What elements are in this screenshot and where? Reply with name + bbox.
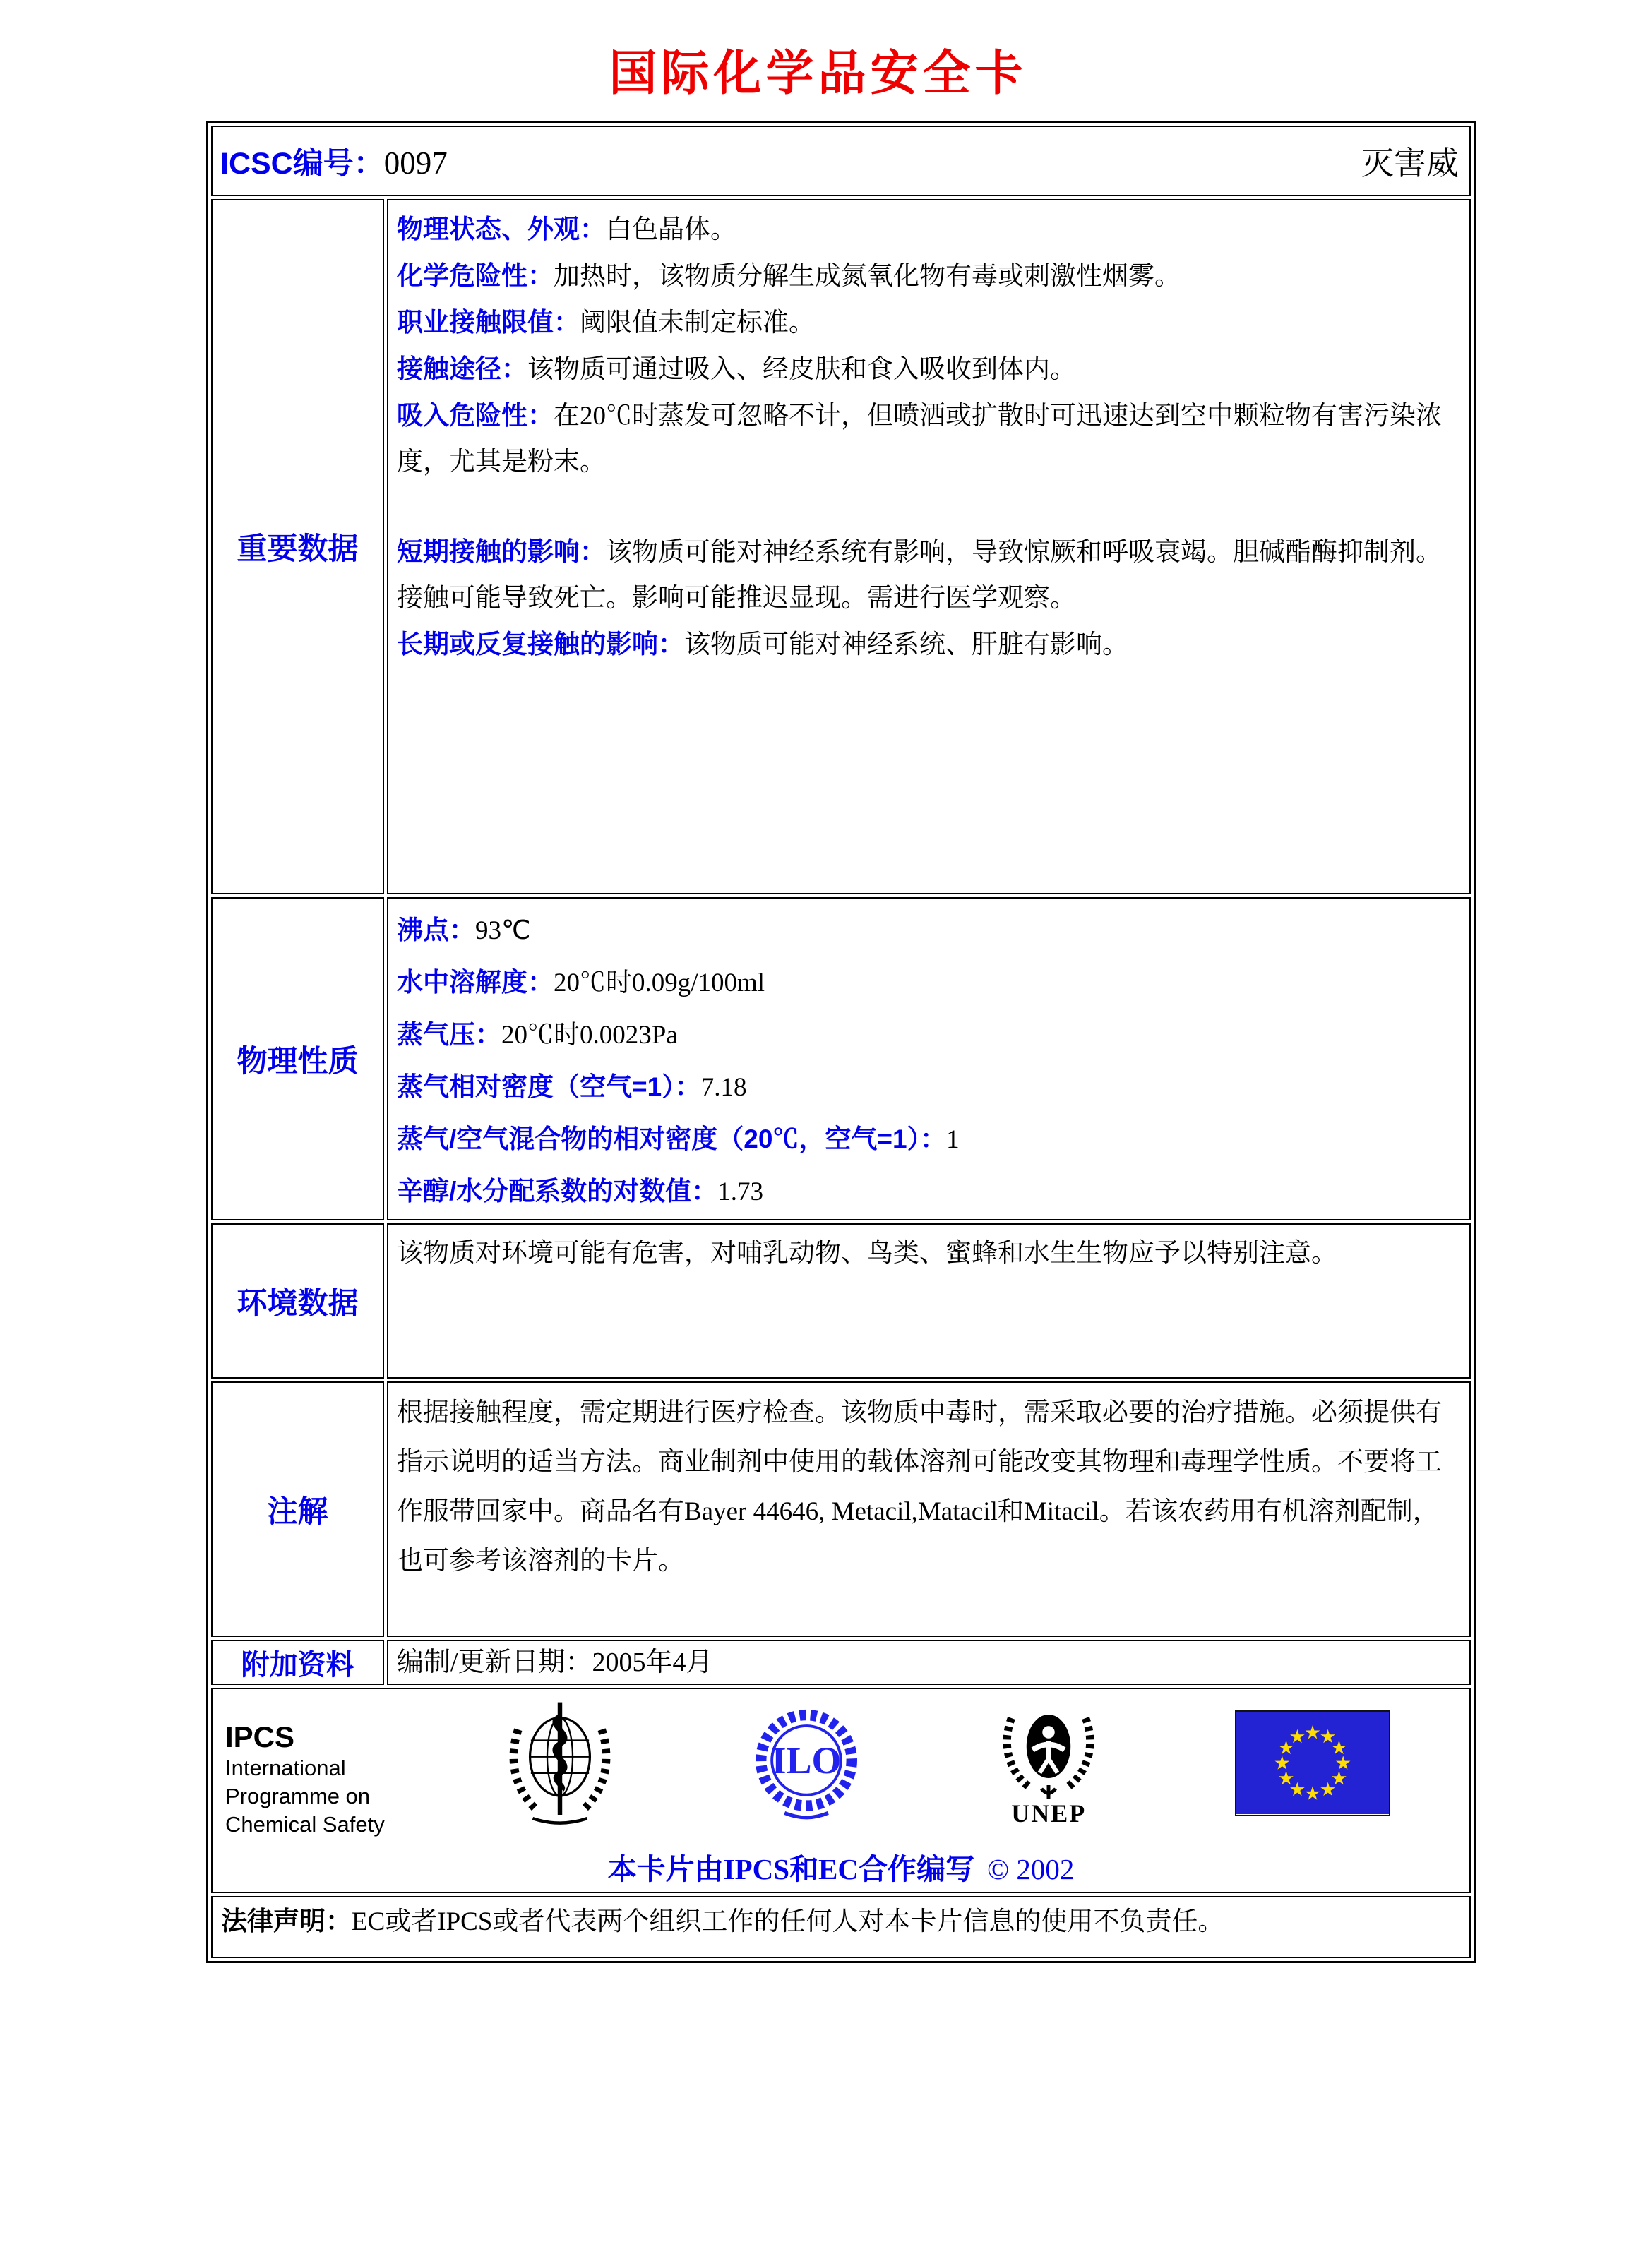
ipcs-title: IPCS (225, 1720, 295, 1753)
item-label: 化学危险性： (397, 261, 554, 290)
item-label: 物理状态、外观： (397, 215, 606, 244)
section-label-important: 重要数据 (211, 199, 384, 894)
item-label: 蒸气/空气混合物的相对密度（20℃，空气=1）： (397, 1124, 947, 1153)
icsc-number-group (220, 140, 448, 183)
item-label: 职业接触限值： (397, 308, 580, 337)
page-title: 国际化学品安全卡 (609, 47, 1027, 100)
data-item (397, 299, 1458, 346)
who-logo (503, 1700, 616, 1828)
item-label: 短期接触的影响： (397, 537, 606, 566)
item-label: 长期或反复接触的影响： (397, 630, 684, 659)
section-text: 该物质对环境可能有危害，对哺乳动物、鸟类、蜜蜂和水生生物应予以特别注意。 (397, 1239, 1337, 1268)
item-label: 吸入危险性： (397, 401, 554, 430)
item-text: 20℃时0.09g/100ml (554, 968, 765, 997)
data-item (397, 253, 1458, 299)
caption-text: 本卡片由IPCS和EC合作编写 (607, 1853, 974, 1885)
item-text: 93℃ (475, 916, 531, 945)
section-text: 根据接触程度，需定期进行医疗检查。该物质中毒时，需采取必要的治疗措施。必须提供有指示说明的适当方法。商业制剂中使用的载体溶剂可能改变其物理和毒理学性质。不要将工作服带回家中。商品名有Bayer 44646, Metacil,Matacil和Mitacil。若该农药用有机溶剂配制，也可参考该溶剂的卡片。 (397, 1398, 1442, 1576)
item-text: 加热时，该物质分解生成氮氧化物有毒或刺激性烟雾。 (554, 262, 1181, 291)
item-text: 该物质可能对神经系统有影响，导致惊厥和呼吸衰竭。胆碱酯酶抑制剂。接触可能导致死亡。影响可能推迟显现。需进行医学观察。 (397, 538, 1442, 613)
data-item (397, 1113, 1458, 1165)
ipcs-subtitle-line3: Chemical Safety (225, 1812, 385, 1837)
ilo-icon (750, 1700, 863, 1828)
data-item (397, 621, 1458, 668)
item-label: 沸点： (397, 916, 475, 944)
data-item (397, 1165, 1458, 1218)
icsc-table (206, 121, 1476, 1963)
important-data-content (387, 199, 1471, 894)
chemical-name: 灭害威 (1361, 145, 1459, 181)
data-item (397, 1009, 1458, 1061)
section-label-physical: 物理性质 (211, 897, 384, 1220)
ipcs-subtitle-line2: Programme on (225, 1784, 371, 1808)
notes-content (387, 1381, 1471, 1637)
environment-row (211, 1223, 1471, 1379)
icsc-number-value: 0097 (383, 145, 448, 181)
item-text: 阈限值未制定标准。 (580, 308, 815, 337)
item-label: 接触途径： (397, 354, 527, 383)
important-data-row (211, 199, 1471, 894)
item-text: 白色晶体。 (606, 215, 736, 244)
section-label-additional: 附加资料 (211, 1640, 384, 1685)
section-text: 编制/更新日期：2005年4月 (397, 1648, 713, 1677)
eu-flag-icon (1235, 1710, 1390, 1816)
data-item (397, 392, 1458, 485)
icsc-number-label: ICSC编号： (220, 146, 384, 181)
unep-logo (996, 1700, 1101, 1828)
legal-text: EC或者IPCS或者代表两个组织工作的任何人对本卡片信息的使用不负责任。 (352, 1907, 1224, 1936)
ipcs-block (225, 1700, 437, 1839)
item-text: 该物质可能对神经系统、肝脏有影响。 (684, 630, 1128, 659)
unep-icon (996, 1700, 1101, 1803)
section-label-notes: 注解 (211, 1381, 384, 1637)
item-label: 蒸气相对密度（空气=1）： (397, 1072, 701, 1101)
header-row (211, 126, 1471, 196)
item-text: 该物质可通过吸入、经皮肤和食入吸收到体内。 (527, 355, 1076, 384)
data-item (397, 1061, 1458, 1113)
data-item (397, 956, 1458, 1009)
additional-info-content (387, 1640, 1471, 1685)
data-item (397, 346, 1458, 392)
legal-label: 法律声明： (221, 1907, 352, 1936)
who-icon (503, 1700, 616, 1828)
svg-text:ILO: ILO (771, 1739, 842, 1782)
cooperation-caption (225, 1846, 1457, 1888)
header-cell (211, 126, 1471, 196)
notes-row (211, 1381, 1471, 1637)
ilo-logo (750, 1700, 863, 1828)
legal-cell (211, 1896, 1471, 1958)
item-text: 1.73 (717, 1177, 764, 1206)
section-label-environment: 环境数据 (211, 1223, 384, 1379)
item-text: 在20℃时蒸发可忽略不计，但喷洒或扩散时可迅速达到空中颗粒物有害污染浓度，尤其是粉末。 (397, 402, 1442, 476)
additional-info-row (211, 1640, 1471, 1685)
item-label: 蒸气压： (397, 1020, 501, 1049)
logos-row (211, 1688, 1471, 1893)
item-text: 1 (946, 1125, 960, 1154)
data-item (397, 529, 1458, 621)
copyright-text: © 2002 (986, 1853, 1075, 1885)
physical-properties-content (387, 897, 1471, 1220)
item-text: 7.18 (700, 1073, 747, 1102)
data-item (397, 904, 1458, 956)
legal-row (211, 1896, 1471, 1958)
unep-label: UNEP (1011, 1799, 1087, 1828)
physical-properties-row (211, 897, 1471, 1220)
environment-content (387, 1223, 1471, 1379)
item-label: 水中溶解度： (397, 968, 554, 997)
item-text: 20℃时0.0023Pa (501, 1021, 678, 1050)
eu-flag-logo (1235, 1700, 1390, 1816)
data-item (397, 206, 1458, 253)
logos-cell (211, 1688, 1471, 1893)
item-label: 辛醇/水分配系数的对数值： (397, 1177, 718, 1206)
ipcs-subtitle-line1: International (225, 1756, 346, 1780)
